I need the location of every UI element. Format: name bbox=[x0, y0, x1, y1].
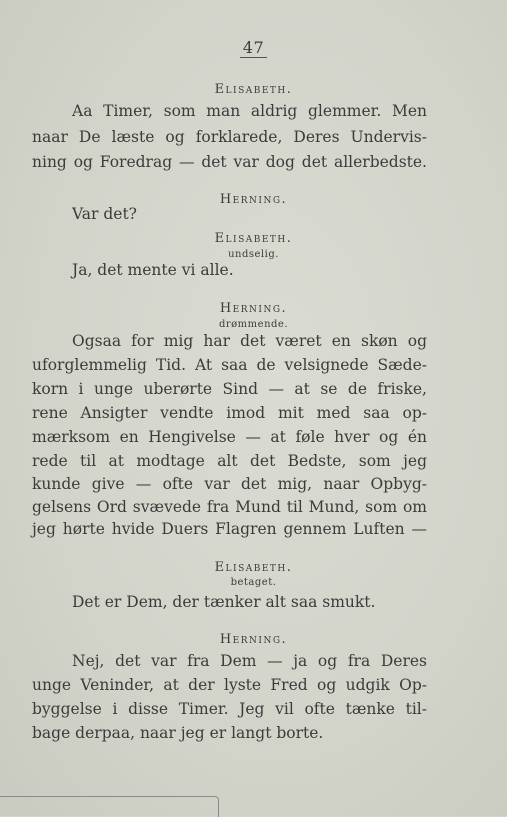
speaker-name: Elisabeth. bbox=[214, 231, 293, 246]
dialogue-line: Var det? bbox=[72, 205, 137, 223]
dialogue-line: jeg hørte hvide Duers Flagren gennem Luften — bbox=[32, 520, 427, 538]
dialogue-line: Ja, det mente vi alle. bbox=[72, 261, 234, 279]
dialogue-line: gelsens Ord svævede fra Mund til Mund, som om bbox=[32, 498, 427, 516]
dialogue-line: bage derpaa, naar jeg er langt borte. bbox=[32, 724, 324, 742]
dialogue-line: ning og Foredrag — det var dog det allerbedste. bbox=[32, 153, 427, 171]
dialogue-line: mærksom en Hengivelse — at føle hver og én bbox=[32, 428, 427, 446]
speaker-name: Herning. bbox=[219, 192, 288, 207]
dialogue-line: naar De læste og forklarede, Deres Undervis- bbox=[32, 128, 427, 146]
page-number-text: 47 bbox=[240, 38, 267, 58]
speaker-name: Elisabeth. bbox=[214, 82, 293, 97]
stage-direction: drømmende. bbox=[218, 319, 289, 330]
dialogue-line: Aa Timer, som man aldrig glemmer. Men bbox=[72, 102, 427, 120]
stage-direction: betaget. bbox=[230, 577, 277, 588]
dialogue-line: uforglemmelig Tid. At saa de velsignede Sæde- bbox=[32, 356, 427, 374]
dialogue-line: unge Veninder, at der lyste Fred og udgik Op- bbox=[32, 676, 427, 694]
dialogue-line: Ogsaa for mig har det været en skøn og bbox=[72, 332, 427, 350]
dialogue-line: byggelse i disse Timer. Jeg vil ofte tænke til- bbox=[32, 700, 427, 718]
dialogue-line: kunde give — ofte var det mig, naar Opbyg- bbox=[32, 475, 427, 493]
dialogue-line: korn i unge uberørte Sind — at se de friske, bbox=[32, 380, 427, 398]
speaker-name: Elisabeth. bbox=[214, 560, 293, 575]
dialogue-line: Det er Dem, der tænker alt saa smukt. bbox=[72, 593, 376, 611]
page-edge-mark bbox=[0, 796, 219, 817]
dialogue-line: Nej, det var fra Dem — ja og fra Deres bbox=[72, 652, 427, 670]
dialogue-line: rene Ansigter vendte imod mit med saa op- bbox=[32, 404, 427, 422]
dialogue-line: rede til at modtage alt det Bedste, som jeg bbox=[32, 452, 427, 470]
stage-direction: undselig. bbox=[228, 249, 279, 260]
page-number bbox=[0, 38, 507, 57]
speaker-name: Herning. bbox=[219, 301, 288, 316]
speaker-name: Herning. bbox=[219, 632, 288, 647]
